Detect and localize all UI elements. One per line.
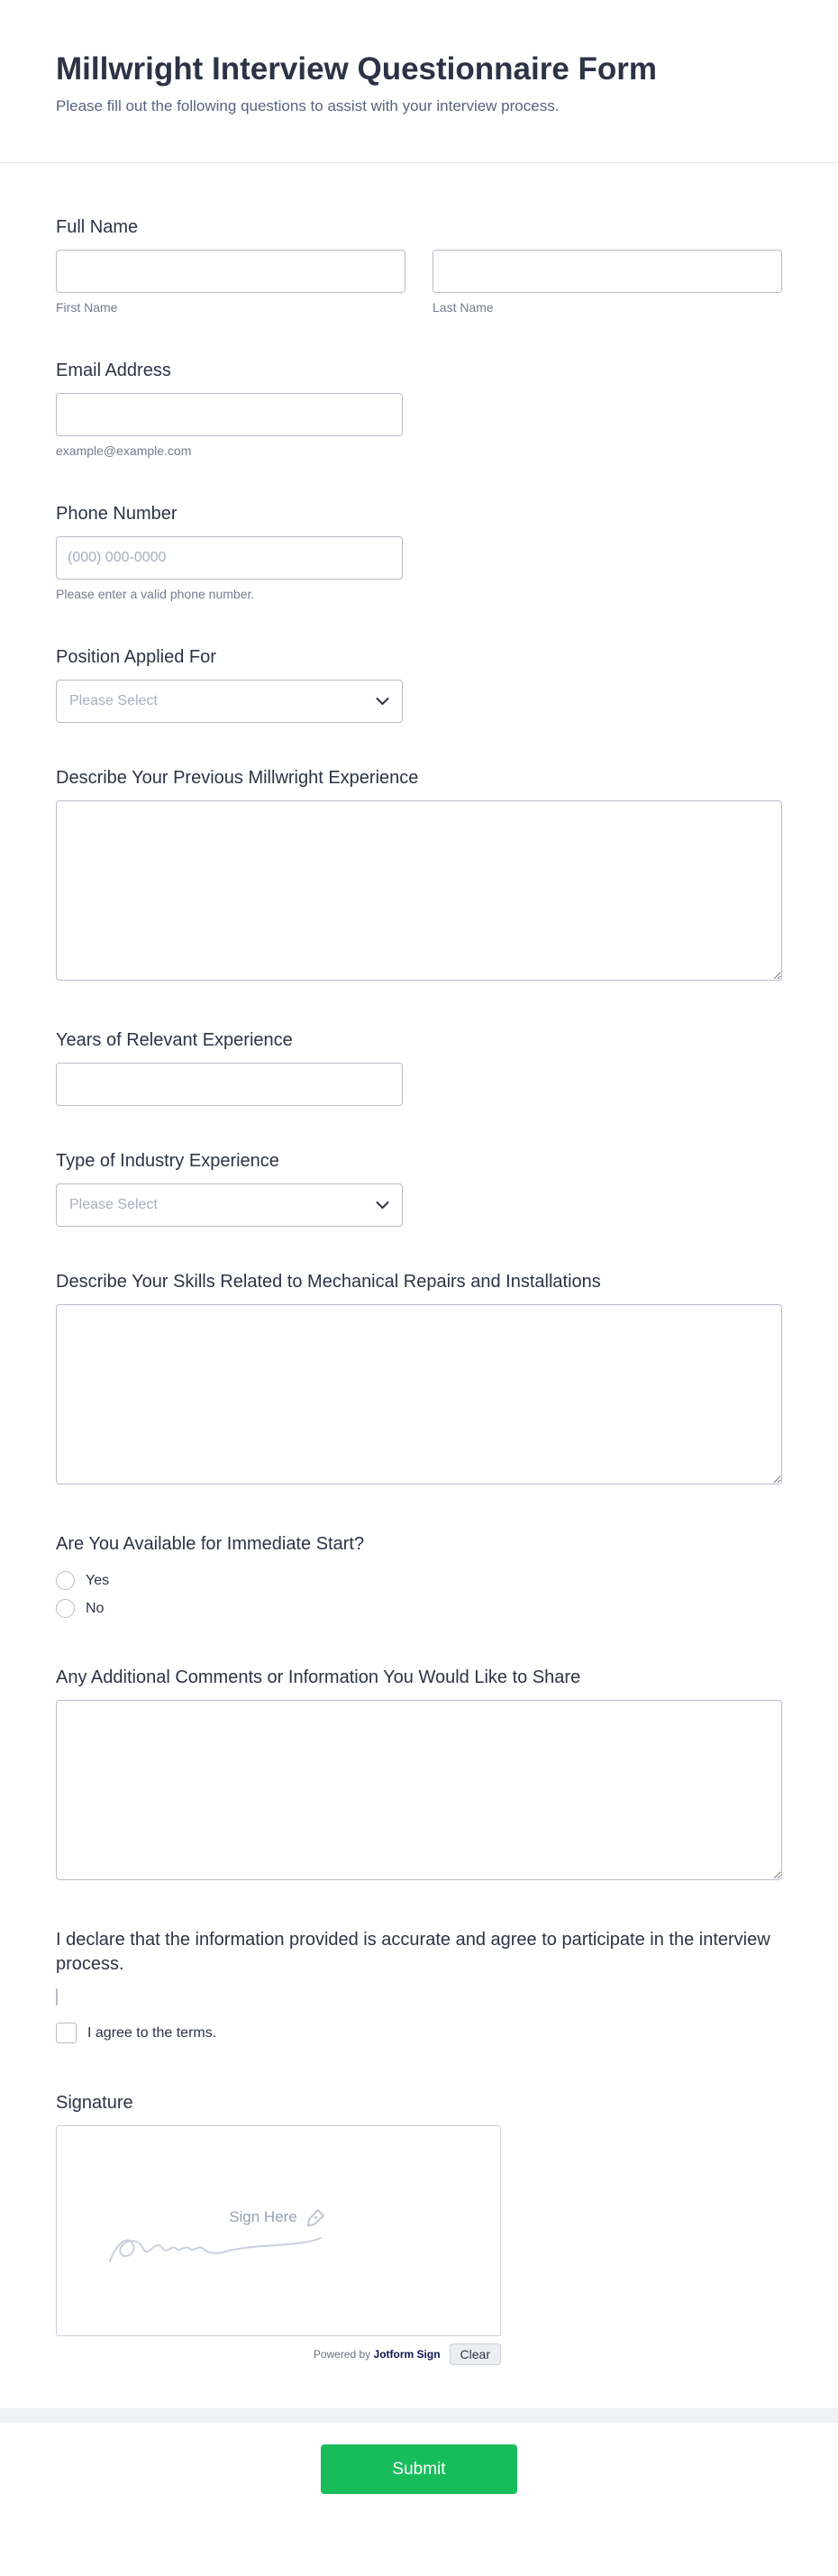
- powered-by-label: Powered by: [313, 2348, 371, 2361]
- question-experience: [56, 766, 782, 985]
- declaration-checkbox[interactable]: [56, 1988, 58, 2005]
- position-select-value: Please Select: [69, 693, 158, 708]
- radio-icon[interactable]: [56, 1599, 75, 1618]
- industry-label: Type of Industry Experience: [56, 1151, 279, 1171]
- question-full-name: [56, 215, 782, 315]
- first-name-sublabel: First Name: [56, 300, 118, 315]
- radio-option-no-label: No: [86, 1600, 105, 1616]
- agree-terms-option[interactable]: [56, 2018, 782, 2048]
- email-input[interactable]: [56, 393, 403, 436]
- radio-option-yes-label: Yes: [86, 1572, 110, 1588]
- last-name-input[interactable]: [433, 250, 782, 293]
- immediate-start-label: Are You Available for Immediate Start?: [56, 1534, 365, 1554]
- first-name-input[interactable]: [56, 250, 405, 293]
- radio-option-yes[interactable]: [56, 1567, 782, 1594]
- industry-select[interactable]: [56, 1183, 403, 1227]
- section-gap: [0, 2408, 838, 2423]
- question-comments: [56, 1666, 782, 1885]
- comments-textarea[interactable]: [56, 1700, 782, 1880]
- phone-input[interactable]: [56, 536, 403, 580]
- question-phone: [56, 502, 782, 602]
- chevron-down-icon: [376, 1201, 389, 1210]
- position-select[interactable]: [56, 680, 403, 723]
- signature-footer: [56, 2343, 501, 2365]
- question-declaration: [56, 1928, 782, 2048]
- sign-here-text: Sign Here: [229, 2208, 297, 2225]
- industry-select-value: Please Select: [69, 1197, 158, 1212]
- agree-terms-checkbox[interactable]: [56, 2023, 77, 2043]
- question-industry: [56, 1149, 782, 1227]
- signature-pad[interactable]: [56, 2125, 501, 2336]
- submit-button[interactable]: Submit: [321, 2444, 517, 2494]
- question-skills: [56, 1270, 782, 1489]
- skills-label: Describe Your Skills Related to Mechanical Repairs and Installations: [56, 1272, 601, 1292]
- jotform-sign-link[interactable]: Jotform Sign: [373, 2348, 441, 2361]
- agree-terms-label: I agree to the terms.: [87, 2024, 217, 2041]
- question-immediate-start: [56, 1532, 782, 1622]
- form-body: [0, 163, 838, 2365]
- question-years: [56, 1028, 782, 1106]
- years-input[interactable]: [56, 1063, 403, 1106]
- experience-textarea[interactable]: [56, 800, 782, 981]
- declaration-label: I declare that the information provided is accurate and agree to participate in the interview process.: [56, 1930, 770, 1974]
- question-position: [56, 645, 782, 723]
- full-name-label: Full Name: [56, 217, 139, 237]
- phone-label: Phone Number: [56, 504, 178, 524]
- question-email: [56, 359, 782, 459]
- email-label: Email Address: [56, 361, 171, 380]
- form-header: [0, 0, 838, 162]
- page-title: Millwright Interview Questionnaire Form: [56, 51, 658, 87]
- years-label: Years of Relevant Experience: [56, 1030, 293, 1050]
- skills-textarea[interactable]: [56, 1304, 782, 1484]
- signature-squiggle-decoration: [106, 2224, 377, 2274]
- last-name-sublabel: Last Name: [433, 300, 494, 315]
- radio-option-no[interactable]: [56, 1594, 782, 1622]
- phone-sublabel: Please enter a valid phone number.: [56, 587, 255, 601]
- position-label: Position Applied For: [56, 647, 216, 667]
- page-subtitle: Please fill out the following questions to assist with your interview process.: [56, 97, 560, 114]
- comments-label: Any Additional Comments or Information You Would Like to Share: [56, 1667, 581, 1687]
- radio-icon[interactable]: [56, 1571, 75, 1590]
- powered-by-text: [314, 2348, 441, 2361]
- clear-signature-button[interactable]: Clear: [450, 2343, 501, 2365]
- email-sublabel: example@example.com: [56, 443, 192, 458]
- form-footer: [0, 2423, 838, 2539]
- question-signature: [56, 2091, 782, 2365]
- chevron-down-icon: [376, 697, 389, 706]
- experience-label: Describe Your Previous Millwright Experience: [56, 768, 419, 788]
- signature-label: Signature: [56, 2093, 133, 2113]
